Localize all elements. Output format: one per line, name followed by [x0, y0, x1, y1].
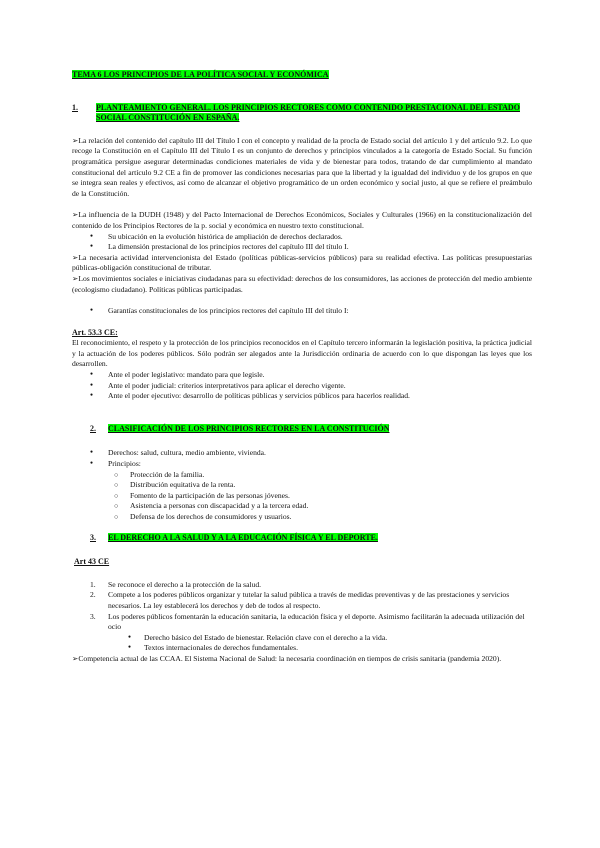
bullet-list: [72, 370, 532, 402]
list-item: ● Ante el poder legislativo: mandato para que legisle.: [72, 370, 532, 381]
sub-list: [72, 470, 532, 523]
list-item: ● La dimensión prestacional de los principios rectores del capítulo III del título I.: [72, 242, 532, 253]
list-item: ● Derechos: salud, cultura, medio ambiente, vivienda.: [72, 448, 532, 459]
section-2-heading: 2. CLASIFICACIÓN DE LOS PRINCIPIOS RECTORES EN LA CONSTITUCIÓN: [90, 423, 390, 433]
section-1-heading: 1. PLANTEAMIENTO GENERAL. LOS PRINCIPIOS RECTORES COMO CONTENIDO PRESTACIONAL DEL ESTADO SOCIAL CONSTITUCIÓN EN ESPAÑA.: [72, 102, 520, 123]
list-item: ● Garantías constitucionales de los principios rectores del capítulo III del título I:: [72, 306, 532, 317]
paragraph: ➢La necesaria actividad intervencionista del Estado (políticas públicas-servicios públicos) para su realidad efectiva. Las políticas presupuestarias públicas-obligación constitucional de tributar.: [72, 252, 532, 273]
list-item: ○ Defensa de los derechos de consumidores y usuarios.: [72, 512, 532, 523]
bullet-list: [72, 306, 532, 317]
list-item: ○ Fomento de la participación de las personas jóvenes.: [72, 491, 532, 502]
document-title: TEMA 6 LOS PRINCIPIOS DE LA POLÍTICA SOCIAL Y ECONÓMICA: [72, 70, 329, 79]
list-item: ○ Asistencia a personas con discapacidad y a la tercera edad.: [72, 501, 532, 512]
list-item: ● Derecho básico del Estado de bienestar. Relación clave con el derecho a la vida.: [72, 633, 532, 644]
list-item: ● Ante el poder ejecutivo: desarrollo de políticas públicas y servicios públicos para hacerlos realidad.: [72, 391, 532, 402]
list-item: ● Ante el poder judicial: criterios interpretativos para aplicar el derecho vigente.: [72, 381, 532, 392]
list-item: ○ Protección de la familia.: [72, 470, 532, 481]
section-3-heading: 3. EL DERECHO A LA SALUD Y A LA EDUCACIÓN FÍSICA Y EL DEPORTE.: [90, 532, 378, 542]
list-item: ● Principios:: [72, 459, 532, 470]
list-item: 3. Los poderes públicos fomentarán la educación sanitaria, la educación física y el deporte. Asimismo facilitarán la adecuada utilización del ocio: [90, 611, 525, 632]
article-text: El reconocimiento, el respeto y la protección de los principios reconocidos en el Capítulo tercero informarán la legislación positiva, la práctica judicial y la actuación de los poderes públicos. Sólo podrán ser alegados ante la Jurisdicción ordinaria de acuerdo con lo que dispongan las leyes que los desarrollen.: [72, 338, 532, 369]
numbered-list: [72, 580, 532, 633]
list-item: ● Textos internacionales de derechos fundamentales.: [72, 643, 532, 654]
list-item: 2. Compete a los poderes públicos organizar y tutelar la salud pública a través de medidas preventivas y de las prestaciones y servicios necesarios. La ley establecerá los derechos y deb de todos al respecto.: [90, 590, 510, 610]
bullet-list: [72, 448, 532, 469]
list-item: ● Su ubicación en la evolución histórica de ampliación de derechos declarados.: [72, 232, 532, 243]
paragraph: ➢Competencia actual de las CCAA. El Sistema Nacional de Salud: la necesaria coordinación en tiempos de crisis sanitaria (pandemia 2020).: [72, 653, 502, 663]
article-label: Art 43 CE: [74, 557, 110, 567]
bullet-list: [72, 232, 532, 253]
paragraph: ➢La influencia de la DUDH (1948) y del Pacto Internacional de Derechos Económicos, Sociales y Culturales (1966) en la constitucionalización del contenido de los Principios Rectores de la p. social y económica en nuestro texto constitucional.: [72, 210, 532, 230]
document-page: [72, 70, 532, 665]
list-item: 1. Se reconoce el derecho a la protección de la salud.: [90, 579, 262, 589]
article-label: Art. 53.3 CE:: [72, 327, 118, 337]
sub-list: [72, 633, 532, 654]
paragraph: ➢La relación del contenido del capítulo III del Título I con el concepto y realidad de la procla de Estado social del artículo 1 y del artículo 9.2. Lo que recoge la Constitución en el Capítulo III del Título I es un conjunto de derechos y principios vinculados a la categoría de Estado Social. Su función programática persigue asegurar determinadas condiciones materiales de vida y de bienestar para todos, tratando de dar cumplimiento al mandato constitucional del artículo 9.2 CE a fin de promover las condiciones necesarias para que la libertad y la igualdad del individuo y de los grupos en que se integra sean reales y efectivos, así como de alcanzar el objetivo programático de un orden económico y social justo, al que se refiere el preámbulo de la Constitución.: [72, 135, 532, 198]
list-item: ○ Distribución equitativa de la renta.: [72, 480, 532, 491]
paragraph: ➢Los movimientos sociales e iniciativas ciudadanas para su efectividad: derechos de los consumidores, las acciones de protección del medio ambiente (ecologismo ciudadano). Políticas públicas participadas.: [72, 273, 532, 294]
